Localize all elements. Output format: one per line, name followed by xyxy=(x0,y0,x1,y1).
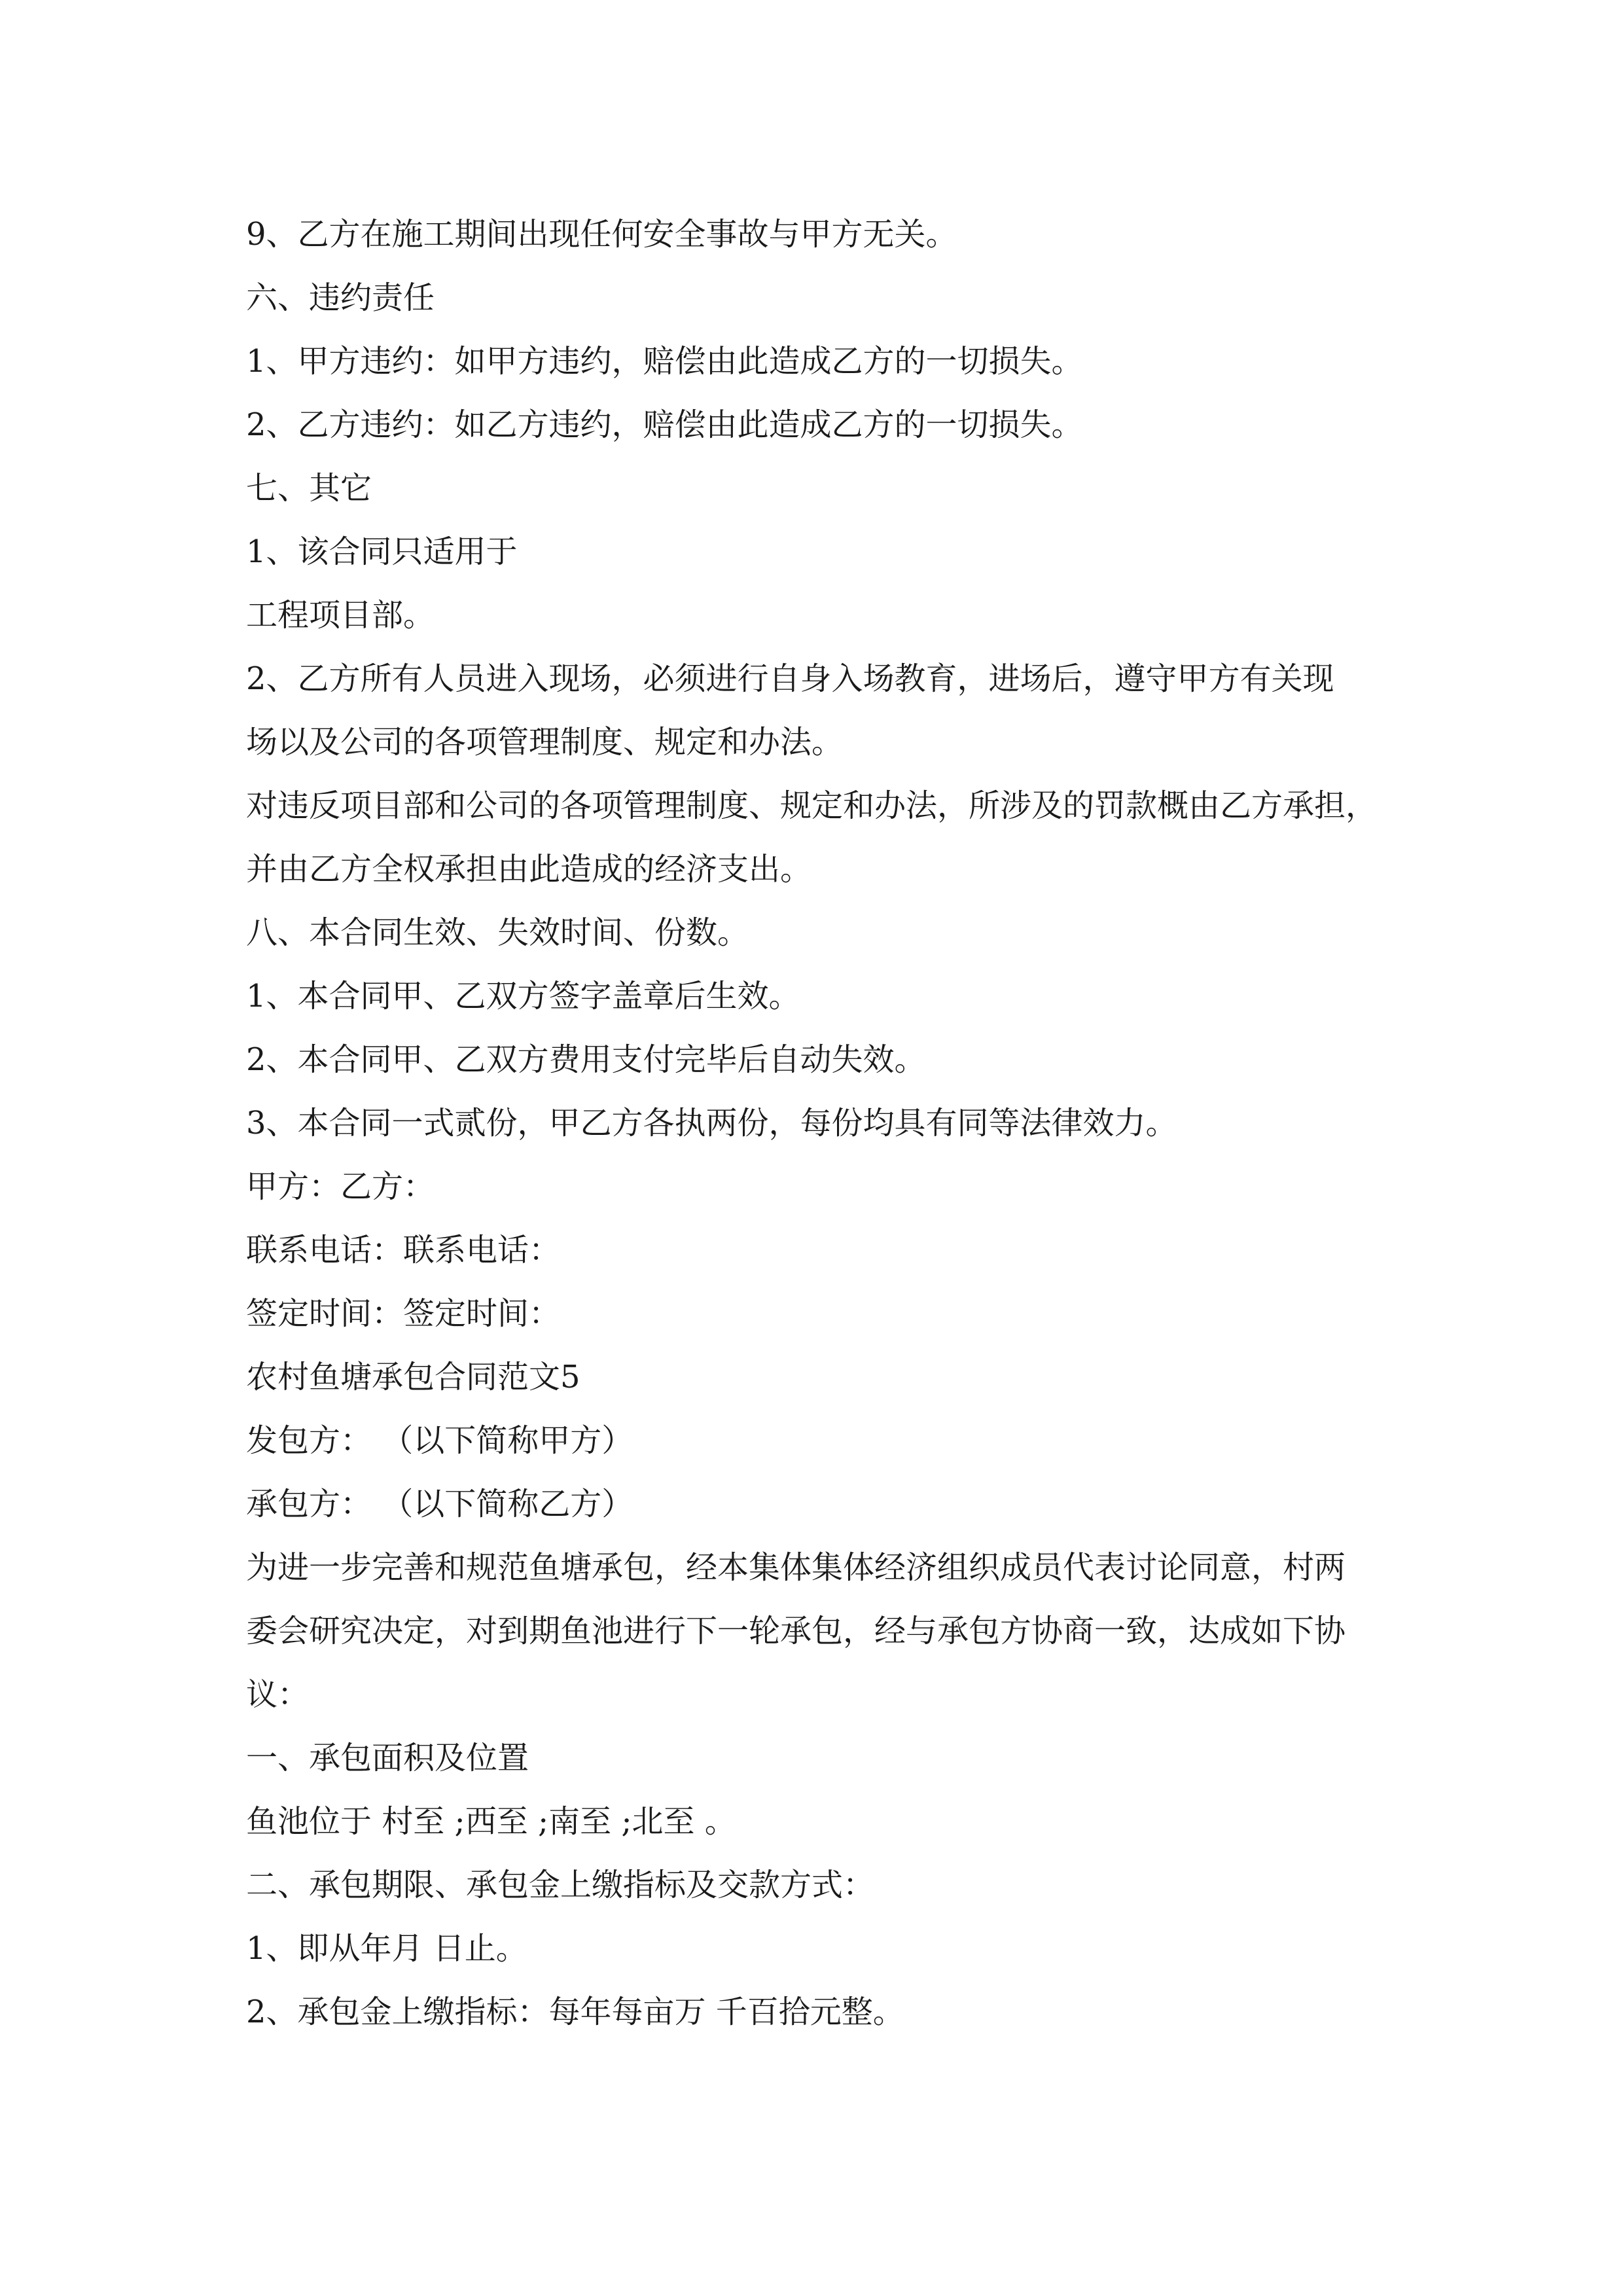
signature-dates: 签定时间：签定时间： xyxy=(246,1295,561,1332)
contracted-party: 承包方： （以下简称乙方） xyxy=(246,1486,633,1522)
section-7-heading: 七、其它 xyxy=(246,470,372,507)
clause-copies: 3、本合同一式贰份，甲乙方各执两份，每份均具有同等法律效力。 xyxy=(246,1105,1177,1141)
contract-title-5: 农村鱼塘承包合同范文5 xyxy=(246,1359,580,1395)
preamble-line-3: 议： xyxy=(246,1676,310,1713)
clause-penalties: 对违反项目部和公司的各项管理制度、规定和办法，所涉及的罚款概由乙方承担， xyxy=(246,787,1378,824)
clause-party-b-breach: 2、乙方违约：如乙方违约，赔偿由此造成乙方的一切损失。 xyxy=(246,406,1083,443)
clause-effective: 1、本合同甲、乙双方签字盖章后生效。 xyxy=(246,978,800,1014)
section-2-heading: 二、承包期限、承包金上缴指标及交款方式： xyxy=(246,1867,875,1903)
clause-penalties-cont: 并由乙方全权承担由此造成的经济支出。 xyxy=(246,851,812,888)
section-1-heading: 一、承包面积及位置 xyxy=(246,1740,529,1776)
section-6-heading: 六、违约责任 xyxy=(246,279,435,316)
clause-party-a-breach: 1、甲方违约：如甲方违约，赔偿由此造成乙方的一切损失。 xyxy=(246,343,1083,380)
clause-applicability: 1、该合同只适用于 xyxy=(246,533,518,570)
clause-applicability-cont: 工程项目部。 xyxy=(246,597,435,634)
clause-expiry: 2、本合同甲、乙双方费用支付完毕后自动失效。 xyxy=(246,1041,926,1078)
signature-parties: 甲方：乙方： xyxy=(246,1168,435,1205)
contractor-party: 发包方： （以下简称甲方） xyxy=(246,1422,633,1459)
section-8-heading: 八、本合同生效、失效时间、份数。 xyxy=(246,914,749,951)
signature-phones: 联系电话：联系电话： xyxy=(246,1232,561,1268)
clause-site-education: 2、乙方所有人员进入现场，必须进行自身入场教育，进场后，遵守甲方有关现 xyxy=(246,660,1334,697)
preamble-line-2: 委会研究决定，对到期鱼池进行下一轮承包，经与承包方协商一致，达成如下协 xyxy=(246,1613,1346,1649)
clause-site-education-cont: 场以及公司的各项管理制度、规定和办法。 xyxy=(246,724,844,761)
clause-9-safety: 9、乙方在施工期间出现任何安全事故与甲方无关。 xyxy=(246,216,957,253)
document-body xyxy=(246,203,1385,2044)
clause-term: 1、即从年月 日止。 xyxy=(246,1930,527,1967)
clause-pond-location: 鱼池位于 村至 ;西至 ;南至 ;北至 。 xyxy=(246,1803,736,1840)
preamble-line-1: 为进一步完善和规范鱼塘承包，经本集体集体经济组织成员代表讨论同意，村两 xyxy=(246,1549,1346,1586)
clause-payment-target: 2、承包金上缴指标：每年每亩万 千百拾元整。 xyxy=(246,1994,904,2030)
